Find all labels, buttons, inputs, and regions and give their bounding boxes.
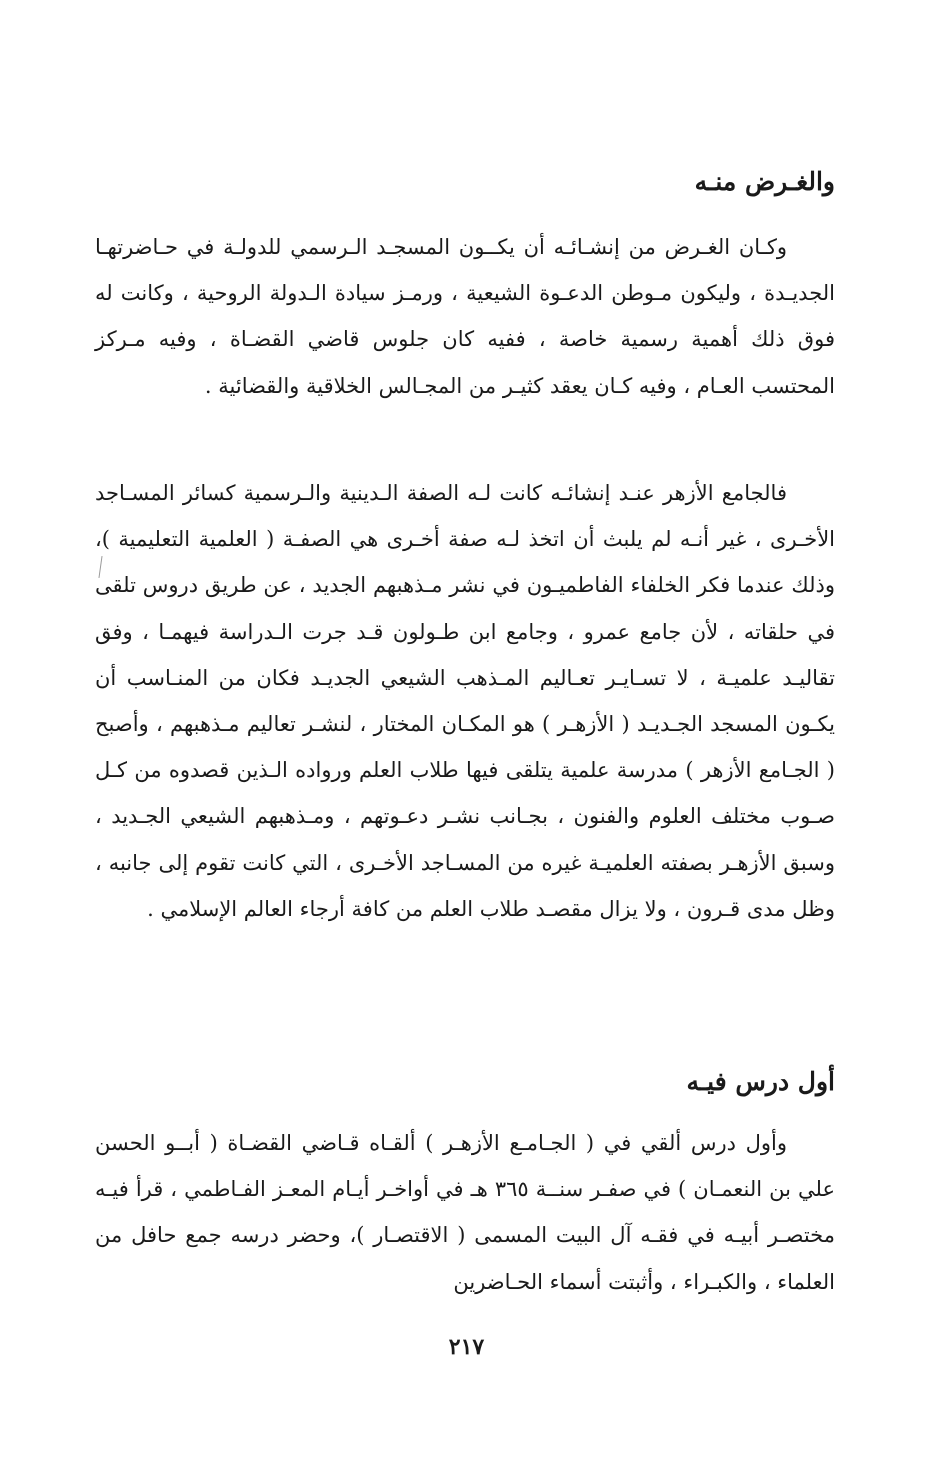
section-heading-purpose: والغـرض منـه (694, 167, 835, 196)
page-number: ٢١٧ (448, 1334, 485, 1360)
paragraph-purpose: وكـان الغـرض من إنشـائـه أن يكــون المسجـد الـرسمي للدولـة في حـاضرتهـا الجديـدة ، وليكون مـوطن الدعـوة الشيعية ، ورمـز سيادة الـدولة الروحية ، وكانت له فوق ذلك أهمية رسمية خاصة ، ففيه كان جلوس قاضي القضـاة ، وفيه مـركز المحتسب العـام ، وفيه كـان يعقد كثيـر من المجـالس الخلاقية والقضائية . (95, 235, 835, 398)
paragraph-azhar-teaching: فالجامع الأزهر عنـد إنشائـه كانت لـه الصفة الـدينية والـرسمية كسائر المسـاجد الأخـرى ، غير أنـه لم يلبث أن اتخذ لـه صفة أخـرى هي الصفـة ( العلمية التعليمية )، وذلك عندما فكر الخلفاء الفاطميـون في نشر مـذهبهم الجديد ، عن طريق دروس تلقى في حلقاته ، لأن جامع عمرو ، وجامع ابن طـولون قـد جرت الـدراسة فيهمـا ، وفق تقاليـد علميـة ، لا تسـايـر تعـاليم المـذهب الشيعي الجديـد فكان من المنـاسب أن يكـون المسجد الجـديـد ( الأزهـر ) هو المكـان المختار ، لنشـر تعاليم مـذهبهم ، وأصبح ( الجـامع الأزهر ) مدرسة علمية يتلقى فيها طلاب العلم ورواده الـذين قصدوه من كـل صـوب مختلف العلوم والفنون ، بجـانب نشـر دعـوتهم ، ومـذهبهم الشيعي الجـديد ، وسبق الأزهـر بصفته العلميـة غيره من المسـاجد الأخـرى ، التي كانت تقوم إلى جانبه ، وظل مدى قـرون ، ولا يزال مقصـد طلاب العلم من كافة أرجاء العالم الإسلامي . (95, 481, 835, 921)
section-heading-first-lesson: أول درس فيـه (686, 1067, 835, 1096)
paragraph-first-lesson: وأول درس ألقي في ( الجـامـع الأزهـر ) ألقـاه قـاضي القضـاة ( أبــو الحسن علي بن النعمـان ) في صفـر سنــة ٣٦٥ هـ في أواخـر أيـام المعـز الفـاطمي ، قرأ فيـه مختصـر أبيـه في فقـه آل البيت المسمى ( الاقتصـار )، وحضر درسه جمع حافل من العلماء ، والكبـراء ، وأثبتت أسماء الحـاضرين (95, 1131, 835, 1294)
